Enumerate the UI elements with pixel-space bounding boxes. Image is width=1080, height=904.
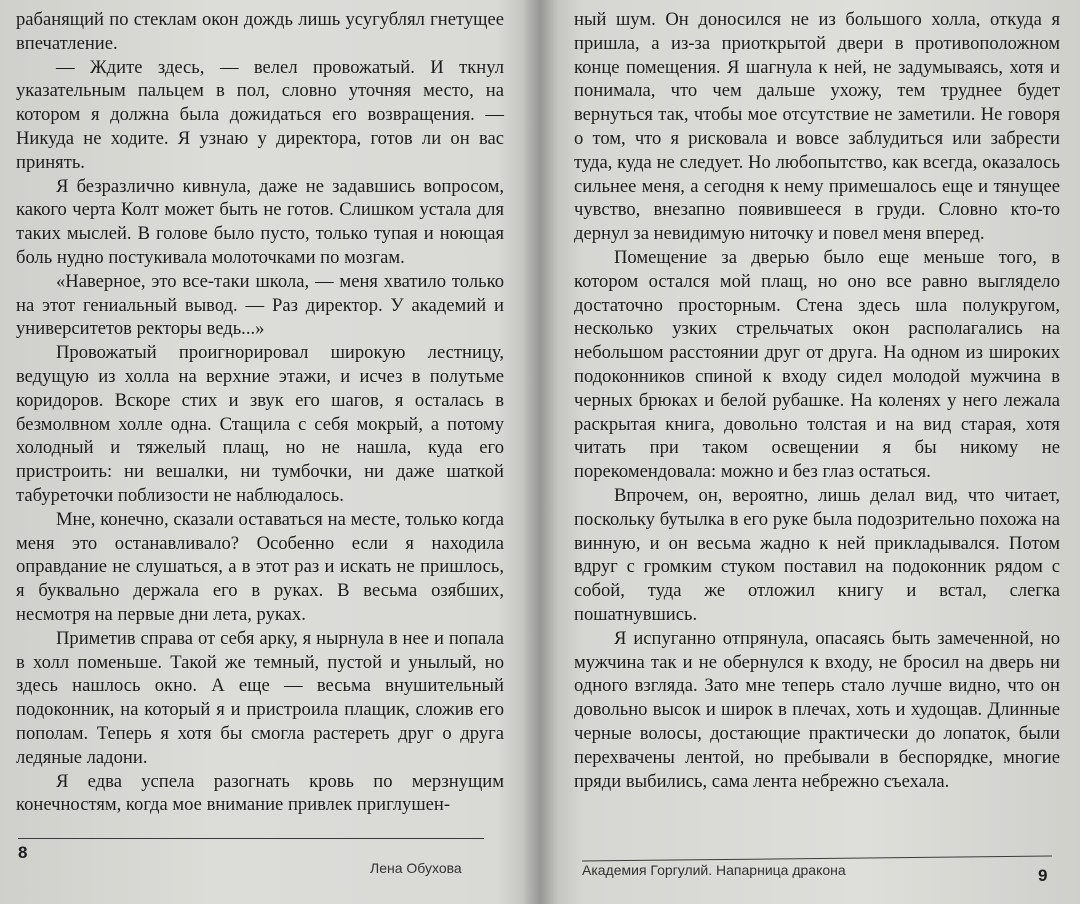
right-paragraph-3: Впрочем, он, вероятно, лишь делал вид, что читает, поскольку бутылка в его руке была подозрительно похожа на винную, и он весьма жадно к ней прикладывался. Потом вдруг с громким стуком поставил на подоконник рядом с собой, туда же отложил книгу и встал, слегка пошатнувшись. <box>574 484 1060 625</box>
left-paragraph-3: Я безразлично кивнула, даже не задавшись вопросом, какого черта Колт может быть не готов. Слишком устала для таких мыслей. В голове было пусто, только тупая и ноющая боль нудно постукивала молоточками по мозгам. <box>16 175 504 268</box>
left-running-head: Лена Обухова <box>370 860 462 876</box>
right-paragraph-2: Помещение за дверью было еще меньше того, в котором остался мой плащ, но оно все равно выглядело достаточно просторным. Стена здесь шла полукругом, несколько узких стрельчатых окон располагались на небольшом расстоянии друг от друга. На одном из широких подоконников спиной к входу сидел молодой мужчина в черных брюках и белой рубашке. На коленях у него лежала раскрытая книга, довольно толстая и на вид старая, хотя читать при таком освещении я бы никому не порекомендовала: можно и без глаз остаться. <box>574 246 1060 483</box>
left-paragraph-8: Я едва успела разогнать кровь по мерзнущим конечностям, когда мое внимание привлек приглушен- <box>16 770 504 816</box>
left-paragraph-1: рабанящий по стеклам окон дождь лишь усугублял гнетущее впечатление. <box>16 9 504 54</box>
left-page <box>16 8 504 817</box>
left-page-number: 8 <box>18 843 28 862</box>
left-paragraph-7: Приметив справа от себя арку, я нырнула в нее и попала в холл поменьше. Такой же темный, пустой и унылый, но здесь нашлось окно. А еще — весьма внушительный подоконник, на который я и пристроила плащик, сложив его пополам. Теперь я хотя бы смогла растереть друг о друга ледяные ладони. <box>16 627 504 768</box>
left-paragraph-5: Провожатый проигнорировал широкую лестницу, ведущую из холла на верхние этажи, и исчез в полутьме коридоров. Вскоре стих и звук его шагов, я осталась в безмолвном холле одна. Стащила с себя мокрый, а потому холодный и тяжелый плащ, но не нашла, куда его пристроить: ни вешалки, ни тумбочки, ни даже шаткой табуреточки поблизости не наблюдалось. <box>16 342 504 506</box>
book-gutter <box>522 0 558 904</box>
right-footer-rule <box>582 856 1052 862</box>
right-paragraph-1: ный шум. Он доносился не из большого холла, откуда я пришла, а из-за приоткрытой двери в противоположном конце помещения. Я шагнула к ней, не задумываясь, хотя и понимала, что чем дальше ухожу, тем труднее будет вернуться так, чтобы мое отсутствие не заметили. Не говоря о том, что я рисковала и вовсе заблудиться или забрести туда, куда не следует. Но любопытство, как всегда, оказалось сильнее меня, а сегодня к нему примешалось еще и тянущее чувство, внезапно появившееся в груди. Словно кто-то дернул за невидимую ниточку и повел меня вперед. <box>574 9 1060 245</box>
right-page-number: 9 <box>1038 866 1048 885</box>
right-paragraph-4: Я испуганно отпрянула, опасаясь быть замеченной, но мужчина так и не обернулся к входу, не бросил на дверь ни одного взгляда. Зато мне теперь стало лучше видно, что он довольно высок и широк в плечах, хоть и худощав. Длинные черные волосы, достающие практически до лопаток, были перехвачены лентой, но пребывали в беспорядке, многие пряди выбились, сама лента небрежно съехала. <box>574 627 1060 792</box>
right-running-head: Академия Горгулий. Напарница дракона <box>582 862 846 878</box>
left-paragraph-2: — Ждите здесь, — велел провожатый. И ткнул указательным пальцем в пол, словно уточняя место, на котором я должна была дожидаться его возвращения. — Никуда не ходите. Я узнаю у директора, готов ли он вас принять. <box>16 56 504 173</box>
left-paragraph-4: «Наверное, это все-таки школа, — меня хватило только на этот гениальный вывод. — Раз директор. У академий и университетов ректоры ведь...» <box>16 270 504 340</box>
left-paragraph-6: Мне, конечно, сказали оставаться на месте, только когда меня это останавливало? Особенно если я находила оправдание не слушаться, а в этот раз и искать не пришлось, я буквально держала его в руках. В весьма озябших, несмотря на первые дни лета, руках. <box>16 508 504 625</box>
left-footer-rule <box>18 838 484 839</box>
right-page <box>574 8 1060 793</box>
